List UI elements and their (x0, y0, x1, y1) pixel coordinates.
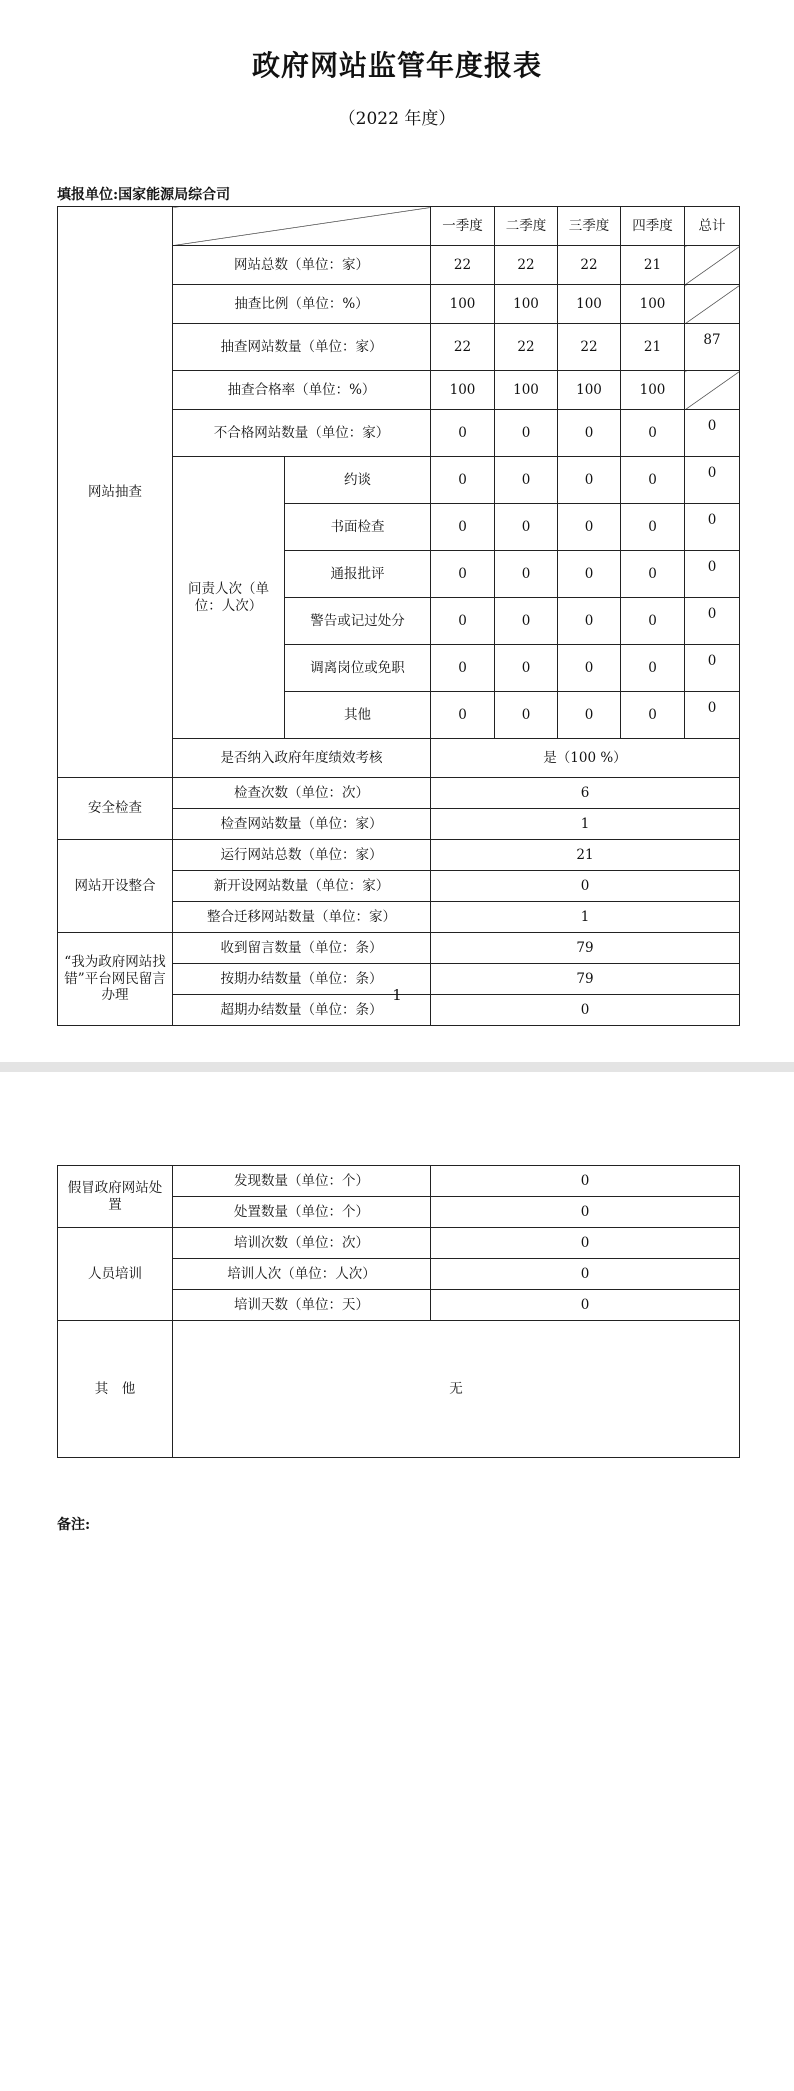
row-label: 警告或记过处分 (285, 598, 431, 645)
cell-q1: 0 (431, 692, 495, 739)
cell-q3: 0 (558, 645, 621, 692)
cell-total-empty (685, 285, 740, 324)
cell-total: 0 (685, 410, 740, 457)
row-label: 调离岗位或免职 (285, 645, 431, 692)
cell-q4: 0 (621, 551, 685, 598)
header-diagonal-cell (173, 207, 431, 246)
cell-q2: 22 (495, 324, 558, 371)
cell-q4: 0 (621, 692, 685, 739)
cell-q4: 0 (621, 645, 685, 692)
cell-q2: 0 (495, 645, 558, 692)
cell-q2: 0 (495, 551, 558, 598)
cell-q2: 0 (495, 457, 558, 504)
row-label: 书面检查 (285, 504, 431, 551)
row-value: 0 (431, 1197, 740, 1228)
row-label: 通报批评 (285, 551, 431, 598)
cell-total: 0 (685, 692, 740, 739)
table-row (58, 840, 740, 871)
cell-q1: 22 (431, 246, 495, 285)
cell-q1: 22 (431, 324, 495, 371)
row-label: 不合格网站数量（单位：家） (173, 410, 431, 457)
row-label: 抽查合格率（单位：%） (173, 371, 431, 410)
row-label: 抽查网站数量（单位：家） (173, 324, 431, 371)
row-label: 网站总数（单位：家） (173, 246, 431, 285)
table-row (58, 1321, 740, 1458)
row-value: 0 (431, 995, 740, 1026)
cell-q1: 0 (431, 645, 495, 692)
cell-q4: 0 (621, 457, 685, 504)
page-title: 政府网站监管年度报表 (251, 49, 542, 82)
page-divider (0, 1062, 794, 1072)
cell-q3: 100 (558, 371, 621, 410)
cell-q1: 100 (431, 285, 495, 324)
header-q1: 一季度 (431, 207, 495, 246)
cell-q3: 0 (558, 457, 621, 504)
section-other: 其 他 (58, 1321, 173, 1458)
performance-value: 是（100 %） (431, 739, 740, 778)
row-value: 1 (431, 902, 740, 933)
cell-q3: 22 (558, 324, 621, 371)
cell-total: 0 (685, 598, 740, 645)
cell-q3: 0 (558, 410, 621, 457)
section-fake-sites: 假冒政府网站处置 (58, 1166, 173, 1228)
cell-q1: 100 (431, 371, 495, 410)
report-table-continued (57, 1165, 740, 1458)
row-label: 超期办结数量（单位：条） (173, 995, 431, 1026)
row-label: 检查网站数量（单位：家） (173, 809, 431, 840)
header-q3: 三季度 (558, 207, 621, 246)
row-value: 79 (431, 964, 740, 995)
row-value: 0 (431, 1166, 740, 1197)
cell-q1: 0 (431, 410, 495, 457)
row-label: 新开设网站数量（单位：家） (173, 871, 431, 902)
header-q4: 四季度 (621, 207, 685, 246)
cell-q1: 0 (431, 504, 495, 551)
cell-q4: 100 (621, 371, 685, 410)
row-label: 培训人次（单位：人次） (173, 1259, 431, 1290)
accountability-label: 问责人次（单位：人次） (173, 457, 285, 739)
cell-q2: 0 (495, 504, 558, 551)
cell-q2: 100 (495, 285, 558, 324)
cell-q2: 22 (495, 246, 558, 285)
cell-total-empty (685, 246, 740, 285)
cell-q3: 0 (558, 504, 621, 551)
report-table-main (57, 206, 740, 1026)
cell-q1: 0 (431, 457, 495, 504)
report-year: （2022 年度） (338, 109, 456, 129)
row-value: 0 (431, 1259, 740, 1290)
row-label: 运行网站总数（单位：家） (173, 840, 431, 871)
cell-q3: 0 (558, 551, 621, 598)
cell-q4: 0 (621, 504, 685, 551)
section-security: 安全检查 (58, 778, 173, 840)
row-label: 约谈 (285, 457, 431, 504)
header-row (58, 207, 740, 246)
row-value: 6 (431, 778, 740, 809)
cell-total: 0 (685, 457, 740, 504)
row-label: 整合迁移网站数量（单位：家） (173, 902, 431, 933)
section-messages: “我为政府网站找错”平台网民留言办理 (58, 933, 173, 1026)
table-row (58, 778, 740, 809)
row-value: 0 (431, 1228, 740, 1259)
row-label: 是否纳入政府年度绩效考核 (173, 739, 431, 778)
cell-q4: 0 (621, 598, 685, 645)
cell-q3: 0 (558, 598, 621, 645)
section-training: 人员培训 (58, 1228, 173, 1321)
cell-q3: 100 (558, 285, 621, 324)
other-value: 无 (173, 1321, 740, 1458)
table-row (58, 1228, 740, 1259)
cell-q2: 0 (495, 598, 558, 645)
cell-q1: 0 (431, 551, 495, 598)
cell-total: 0 (685, 504, 740, 551)
row-value: 0 (431, 1290, 740, 1321)
row-label: 处置数量（单位：个） (173, 1197, 431, 1228)
page-number: 1 (392, 986, 402, 1004)
cell-q2: 0 (495, 692, 558, 739)
row-label: 培训天数（单位：天） (173, 1290, 431, 1321)
row-label: 收到留言数量（单位：条） (173, 933, 431, 964)
row-label: 抽查比例（单位：%） (173, 285, 431, 324)
cell-q4: 100 (621, 285, 685, 324)
header-q2: 二季度 (495, 207, 558, 246)
row-value: 0 (431, 871, 740, 902)
notes-label: 备注: (57, 1517, 91, 1533)
row-label: 检查次数（单位：次） (173, 778, 431, 809)
row-label: 其他 (285, 692, 431, 739)
cell-total: 0 (685, 551, 740, 598)
cell-q3: 22 (558, 246, 621, 285)
cell-q2: 0 (495, 410, 558, 457)
table-row (58, 1166, 740, 1197)
cell-q4: 0 (621, 410, 685, 457)
reporting-unit: 填报单位:国家能源局综合司 (57, 187, 231, 203)
cell-total-empty (685, 371, 740, 410)
cell-q3: 0 (558, 692, 621, 739)
row-value: 79 (431, 933, 740, 964)
row-value: 21 (431, 840, 740, 871)
header-total: 总计 (685, 207, 740, 246)
cell-total: 0 (685, 645, 740, 692)
row-label: 培训次数（单位：次） (173, 1228, 431, 1259)
cell-q2: 100 (495, 371, 558, 410)
cell-total: 87 (685, 324, 740, 371)
cell-q4: 21 (621, 246, 685, 285)
row-label: 发现数量（单位：个） (173, 1166, 431, 1197)
cell-q4: 21 (621, 324, 685, 371)
section-opening: 网站开设整合 (58, 840, 173, 933)
cell-q1: 0 (431, 598, 495, 645)
table-row (58, 933, 740, 964)
row-value: 1 (431, 809, 740, 840)
section-spot-check: 网站抽查 (58, 207, 173, 778)
row-label: 按期办结数量（单位：条） (173, 964, 431, 995)
